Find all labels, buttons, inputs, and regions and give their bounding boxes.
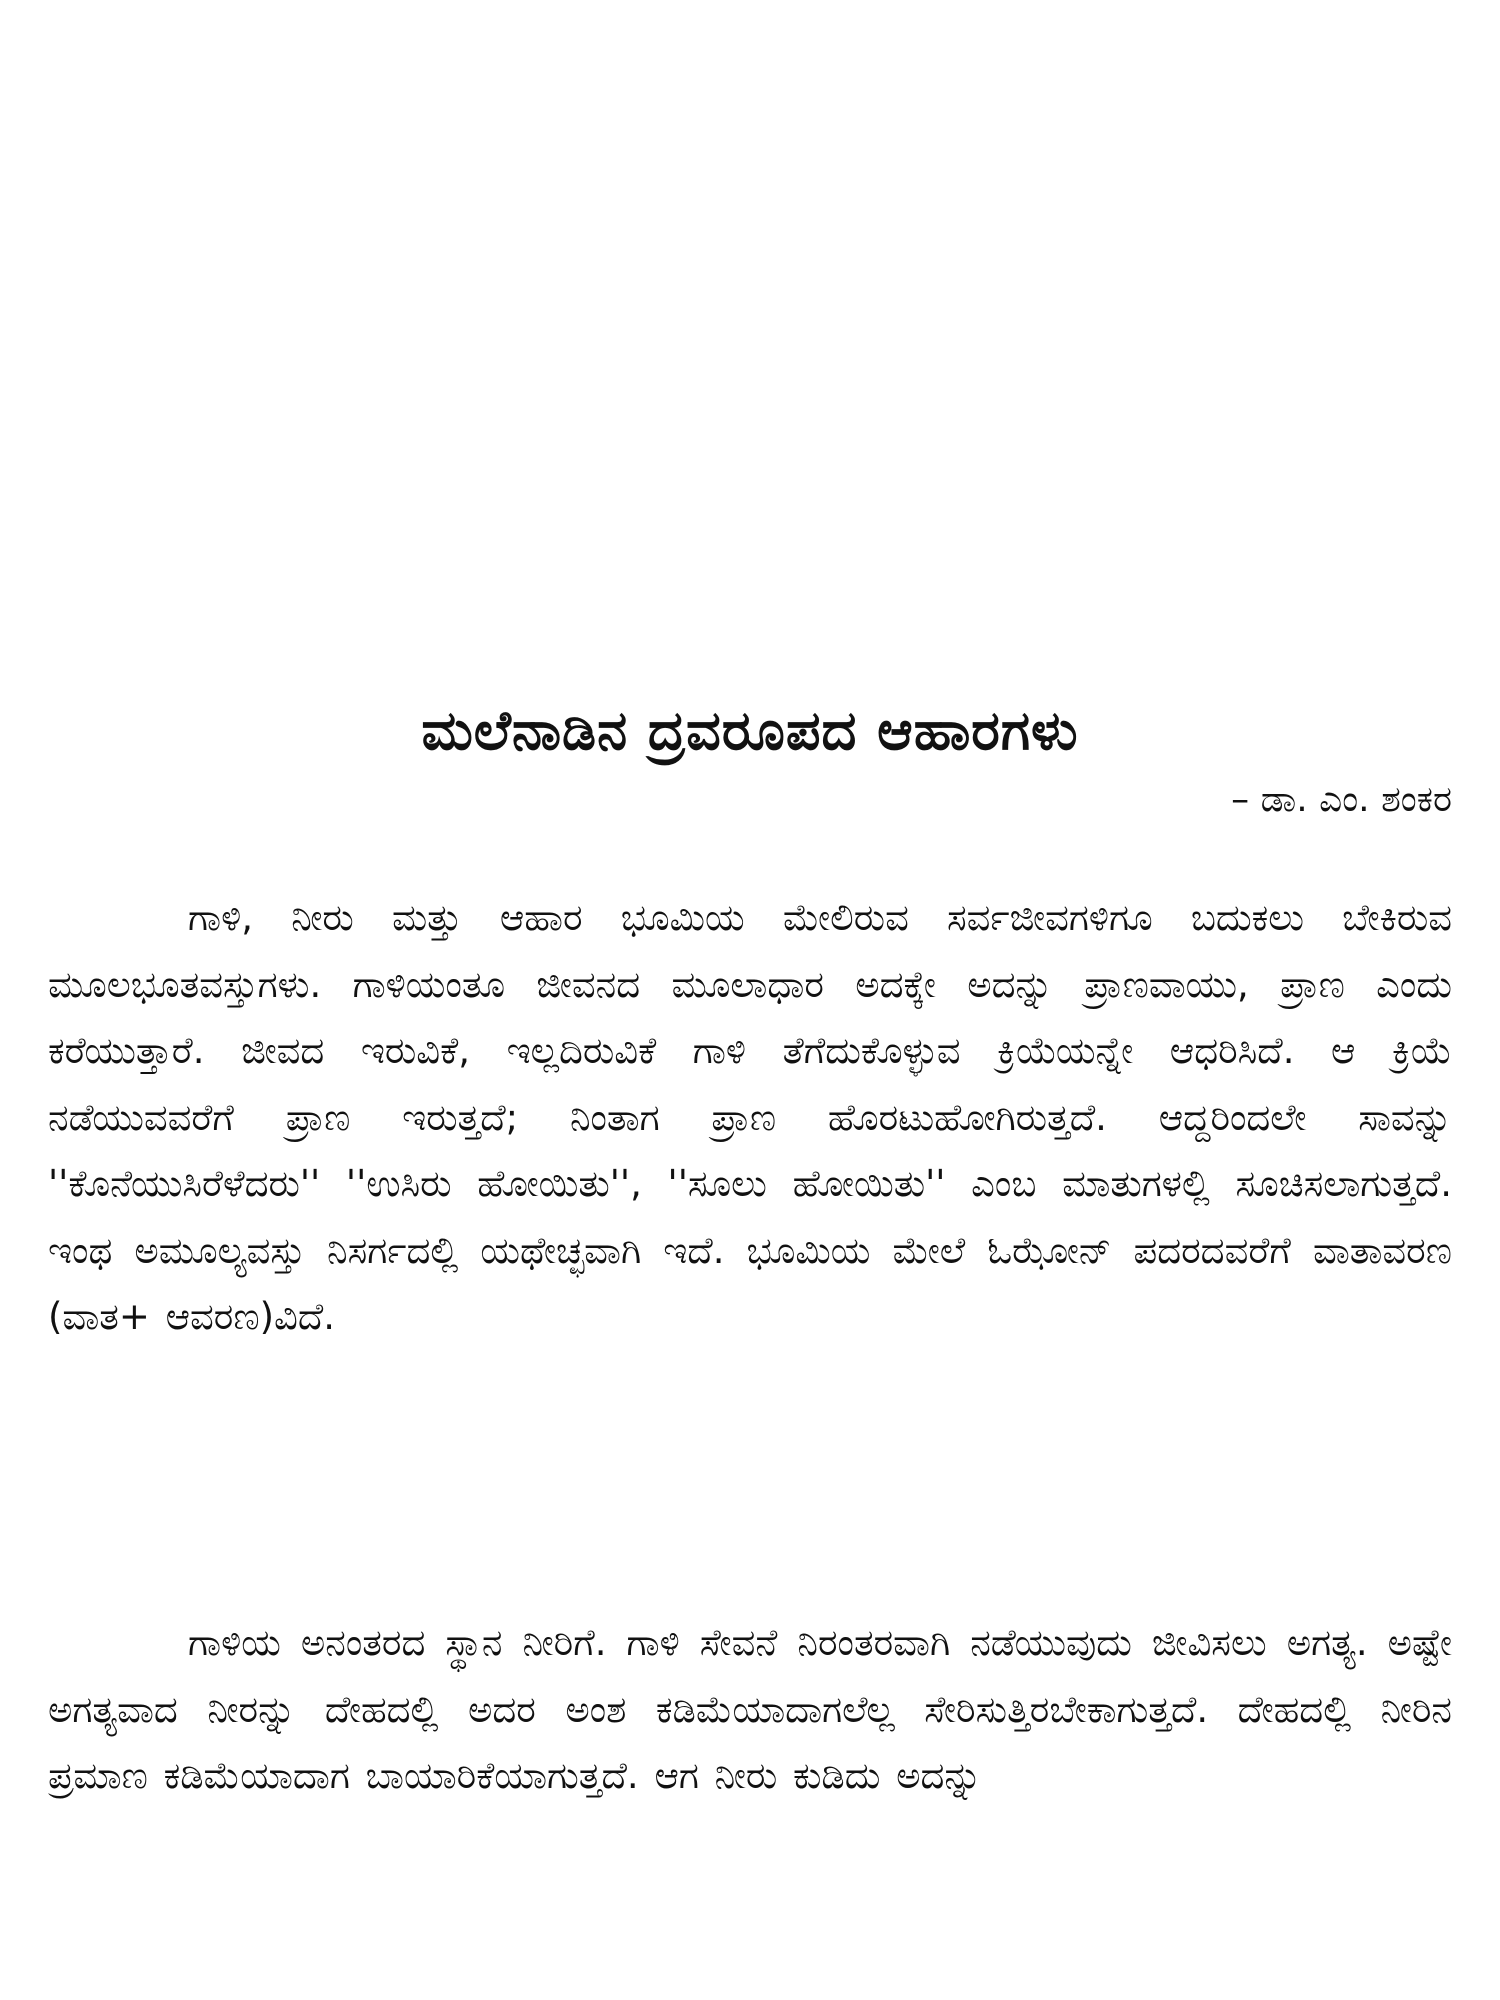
paragraph-1: ಗಾಳಿ, ನೀರು ಮತ್ತು ಆಹಾರ ಭೂಮಿಯ ಮೇಲಿರುವ ಸರ್ವಜೀವಗಳಿಗೂ ಬದುಕಲು ಬೇಕಿರುವ ಮೂಲಭೂತವಸ್ತುಗಳು. ಗಾಳಿಯಂತೂ ಜೀವನದ ಮೂಲಾಧಾರ ಅದಕ್ಕೇ ಅದನ್ನು ಪ್ರಾಣವಾಯು, ಪ್ರಾಣ ಎಂದು ಕರೆಯುತ್ತಾರೆ. ಜೀವದ ಇರುವಿಕೆ, ಇಲ್ಲದಿರುವಿಕೆ ಗಾಳಿ ತೆಗೆದುಕೊಳ್ಳುವ ಕ್ರಿಯೆಯನ್ನೇ ಆಧರಿಸಿದೆ. ಆ ಕ್ರಿಯೆ ನಡೆಯುವವರೆಗೆ ಪ್ರಾಣ ಇರುತ್ತದೆ; ನಿಂತಾಗ ಪ್ರಾಣ ಹೊರಟುಹೋಗಿರುತ್ತದೆ. ಆದ್ದರಿಂದಲೇ ಸಾವನ್ನು ''ಕೊನೆಯುಸಿರೆಳೆದರು'' ''ಉಸಿರು ಹೋಯಿತು'', ''ಸೂಲು ಹೋಯಿತು'' ಎಂಬ ಮಾತುಗಳಲ್ಲಿ ಸೂಚಿಸಲಾಗುತ್ತದೆ. ಇಂಥ ಅಮೂಲ್ಯವಸ್ತು ನಿಸರ್ಗದಲ್ಲಿ ಯಥೇಚ್ಛವಾಗಿ ಇದೆ. ಭೂಮಿಯ ಮೇಲೆ ಓಝೋನ್ ಪದರದವರೆಗೆ ವಾತಾವರಣ (ವಾತ+ ಆವರಣ)ವಿದೆ. <box>48 896 1452 1338</box>
article-author: – ಡಾ. ಎಂ. ಶಂಕರ <box>1231 779 1452 820</box>
paragraph-2: ಗಾಳಿಯ ಅನಂತರದ ಸ್ಥಾನ ನೀರಿಗೆ. ಗಾಳಿ ಸೇವನೆ ನಿರಂತರವಾಗಿ ನಡೆಯುವುದು ಜೀವಿಸಲು ಅಗತ್ಯ. ಅಷ್ಟೇ ಅಗತ್ಯವಾದ ನೀರನ್ನು ದೇಹದಲ್ಲಿ ಅದರ ಅಂಶ ಕಡಿಮೆಯಾದಾಗಲೆಲ್ಲ ಸೇರಿಸುತ್ತಿರಬೇಕಾಗುತ್ತದೆ. ದೇಹದಲ್ಲಿ ನೀರಿನ ಪ್ರಮಾಣ ಕಡಿಮೆಯಾದಾಗ ಬಾಯಾರಿಕೆಯಾಗುತ್ತದೆ. ಆಗ ನೀರು ಕುಡಿದು ಅದನ್ನು <box>48 1621 1452 1797</box>
article-title: ಮಲೆನಾಡಿನ ದ್ರವರೂಪದ ಆಹಾರಗಳು <box>421 699 1079 763</box>
